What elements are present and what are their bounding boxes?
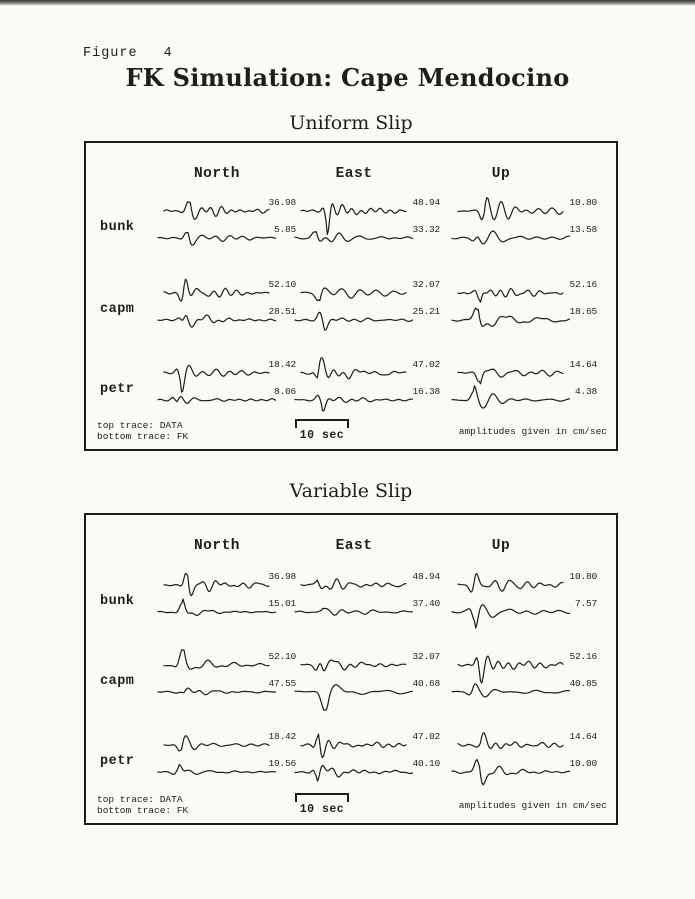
seismogram-trace-pair xyxy=(452,356,570,420)
station-label: bunk xyxy=(100,594,135,609)
amplitude-top-label: 52.16 xyxy=(569,651,597,662)
amplitude-bottom-label: 40.68 xyxy=(412,678,440,689)
amplitude-bottom-label: 19.56 xyxy=(268,758,296,769)
column-header-up: Up xyxy=(491,538,511,554)
scale-label: 10 sec xyxy=(299,803,345,816)
station-label: capm xyxy=(100,674,135,689)
trace-row-bunk xyxy=(86,568,616,632)
scale-label: 10 sec xyxy=(299,429,345,442)
seismogram-trace-pair xyxy=(295,568,413,632)
trace-cell-east xyxy=(295,648,445,712)
panel-title-uniform-slip: Uniform Slip xyxy=(289,112,413,134)
amplitude-top-label: 14.64 xyxy=(569,359,597,370)
time-scale-bar xyxy=(295,793,349,816)
amplitude-bottom-label: 33.32 xyxy=(412,224,440,235)
amplitude-top-label: 18.42 xyxy=(268,731,296,742)
trace-cell-north xyxy=(158,276,308,340)
amplitude-top-label: 32.07 xyxy=(412,279,440,290)
seismogram-trace-pair xyxy=(452,276,570,340)
amplitude-top-label: 52.10 xyxy=(268,651,296,662)
amplitude-top-label: 47.02 xyxy=(412,731,440,742)
legend-bottom-trace: bottom trace: FK xyxy=(97,431,189,442)
station-label: petr xyxy=(100,382,135,397)
column-header-up: Up xyxy=(491,166,511,182)
units-note: amplitudes given in cm/sec xyxy=(458,800,607,811)
amplitude-bottom-label: 8.06 xyxy=(273,386,296,397)
amplitude-top-label: 48.94 xyxy=(412,571,440,582)
amplitude-top-label: 10.80 xyxy=(569,571,597,582)
seismogram-trace-pair xyxy=(295,648,413,712)
trace-cell-north xyxy=(158,648,308,712)
seismogram-trace-pair xyxy=(295,276,413,340)
trace-row-capm xyxy=(86,276,616,340)
amplitude-bottom-label: 5.85 xyxy=(273,224,296,235)
seismogram-trace-pair xyxy=(158,356,276,420)
amplitude-top-label: 52.10 xyxy=(268,279,296,290)
amplitude-top-label: 10.80 xyxy=(569,197,597,208)
trace-cell-north xyxy=(158,728,308,792)
amplitude-top-label: 48.94 xyxy=(412,197,440,208)
amplitude-bottom-label: 47.55 xyxy=(268,678,296,689)
time-scale-bar xyxy=(295,419,349,442)
legend-top-trace: top trace: DATA xyxy=(97,794,183,805)
panel-box-variable-slip xyxy=(84,513,618,825)
seismogram-trace-pair xyxy=(158,568,276,632)
amplitude-bottom-label: 7.57 xyxy=(574,598,597,609)
trace-row-bunk xyxy=(86,194,616,258)
column-header-east: East xyxy=(335,166,373,182)
column-header-north: North xyxy=(193,538,240,554)
trace-cell-up xyxy=(452,194,602,258)
figure-label xyxy=(83,46,173,61)
seismogram-trace-pair xyxy=(452,194,570,258)
seismogram-trace-pair xyxy=(452,728,570,792)
scale-bracket xyxy=(295,793,349,802)
amplitude-bottom-label: 37.40 xyxy=(412,598,440,609)
amplitude-bottom-label: 13.58 xyxy=(569,224,597,235)
trace-cell-north xyxy=(158,568,308,632)
trace-cell-up xyxy=(452,728,602,792)
amplitude-bottom-label: 10.00 xyxy=(569,758,597,769)
scale-bracket xyxy=(295,419,349,428)
amplitude-top-label: 47.02 xyxy=(412,359,440,370)
trace-legend xyxy=(97,794,188,816)
station-label: capm xyxy=(100,302,135,317)
trace-cell-east xyxy=(295,728,445,792)
seismogram-trace-pair xyxy=(158,648,276,712)
trace-legend xyxy=(97,420,188,442)
amplitude-bottom-label: 18.65 xyxy=(569,306,597,317)
station-label: bunk xyxy=(100,220,135,235)
trace-cell-east xyxy=(295,194,445,258)
amplitude-top-label: 36.98 xyxy=(268,197,296,208)
amplitude-bottom-label: 40.10 xyxy=(412,758,440,769)
column-header-north: North xyxy=(193,166,240,182)
amplitude-bottom-label: 25.21 xyxy=(412,306,440,317)
amplitude-bottom-label: 40.85 xyxy=(569,678,597,689)
trace-cell-north xyxy=(158,194,308,258)
trace-cell-up xyxy=(452,568,602,632)
trace-cell-up xyxy=(452,648,602,712)
trace-cell-east xyxy=(295,568,445,632)
seismogram-trace-pair xyxy=(295,356,413,420)
seismogram-trace-pair xyxy=(452,648,570,712)
figure-word: Figure xyxy=(83,46,138,61)
figure-number: 4 xyxy=(163,46,173,61)
station-label: petr xyxy=(100,754,135,769)
seismogram-trace-pair xyxy=(295,728,413,792)
trace-cell-north xyxy=(158,356,308,420)
trace-row-capm xyxy=(86,648,616,712)
legend-bottom-trace: bottom trace: FK xyxy=(97,805,189,816)
figure-title: FK Simulation: Cape Mendocino xyxy=(125,63,570,92)
amplitude-bottom-label: 15.01 xyxy=(268,598,296,609)
amplitude-bottom-label: 16.38 xyxy=(412,386,440,397)
amplitude-bottom-label: 28.51 xyxy=(268,306,296,317)
seismogram-trace-pair xyxy=(158,728,276,792)
amplitude-top-label: 36.98 xyxy=(268,571,296,582)
amplitude-top-label: 18.42 xyxy=(268,359,296,370)
units-note: amplitudes given in cm/sec xyxy=(458,426,607,437)
trace-cell-east xyxy=(295,356,445,420)
seismogram-trace-pair xyxy=(452,568,570,632)
seismogram-trace-pair xyxy=(158,276,276,340)
trace-cell-up xyxy=(452,276,602,340)
trace-cell-up xyxy=(452,356,602,420)
amplitude-top-label: 52.16 xyxy=(569,279,597,290)
amplitude-bottom-label: 4.38 xyxy=(574,386,597,397)
trace-cell-east xyxy=(295,276,445,340)
trace-row-petr xyxy=(86,356,616,420)
trace-row-petr xyxy=(86,728,616,792)
column-header-east: East xyxy=(335,538,373,554)
amplitude-top-label: 14.64 xyxy=(569,731,597,742)
amplitude-top-label: 32.07 xyxy=(412,651,440,662)
seismogram-trace-pair xyxy=(295,194,413,258)
panel-title-variable-slip: Variable Slip xyxy=(289,480,413,502)
seismogram-trace-pair xyxy=(158,194,276,258)
legend-top-trace: top trace: DATA xyxy=(97,420,183,431)
panel-box-uniform-slip xyxy=(84,141,618,451)
scan-edge-artifact xyxy=(0,0,695,6)
